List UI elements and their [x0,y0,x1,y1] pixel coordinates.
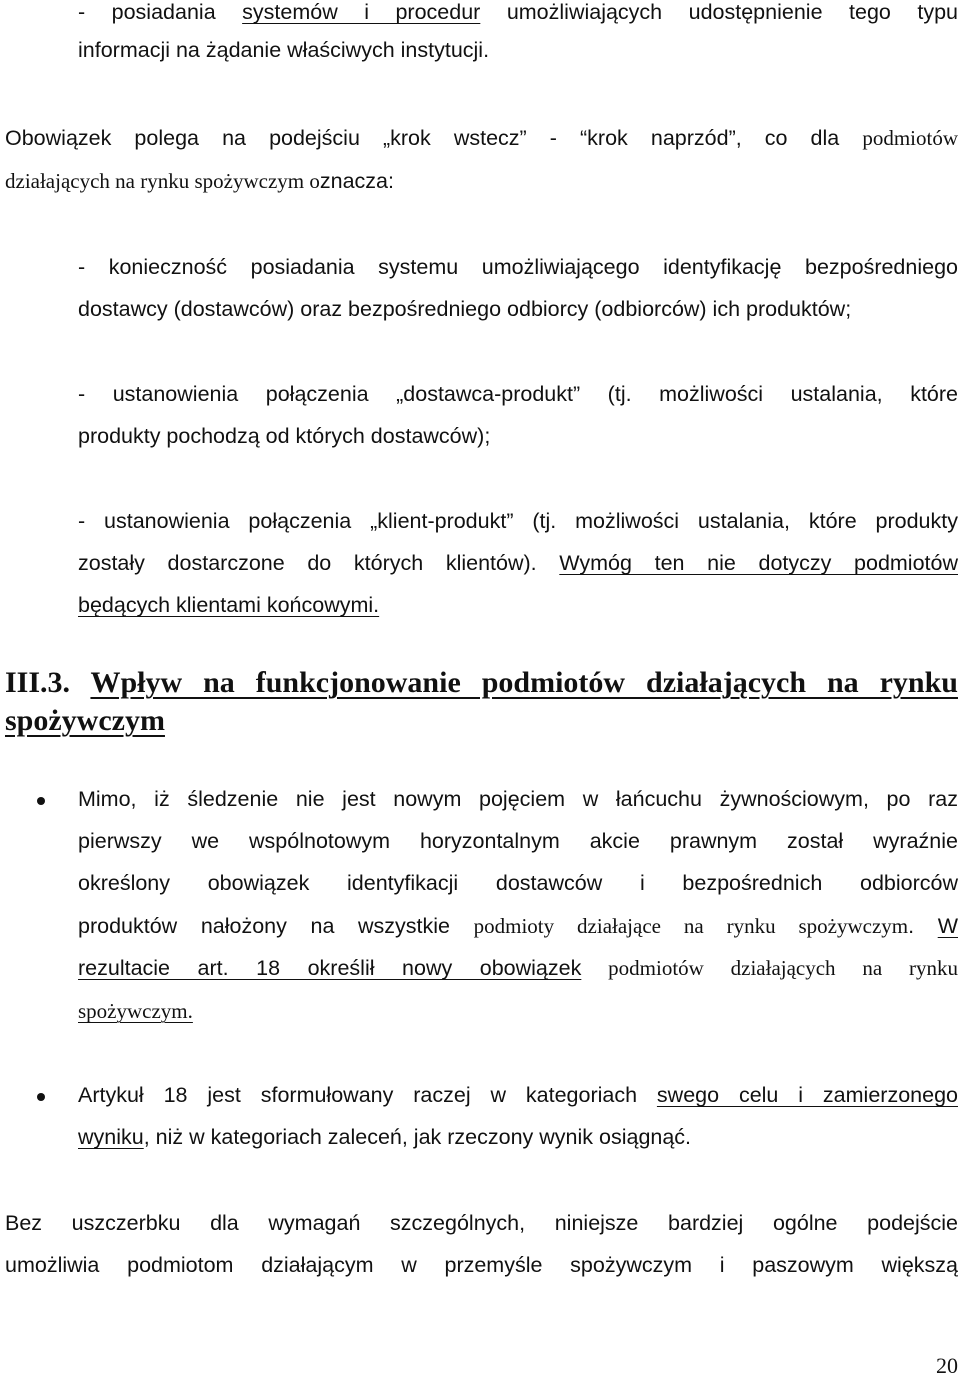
paragraph-line: informacji na żądanie właściwych instytucji. [78,38,490,62]
paragraph-line: Mimo, iż śledzenie nie jest nowym pojęciem w łańcuchu żywnościowym, po raz [78,787,958,811]
section-title: Wpływ na funkcjonowanie podmiotów działających na rynku [90,666,958,699]
paragraph-line: - ustanowienia połączenia „dostawca-produkt” (tj. możliwości ustalania, które [78,382,958,406]
text-run: zostały dostarczone do których klientów). [78,551,560,575]
paragraph-line: - ustanowienia połączenia „klient-produkt” (tj. możliwości ustalania, które produkty [78,509,958,533]
paragraph-line: dostawcy (dostawców) oraz bezpośredniego odbiorcy (odbiorców) ich produktów; [78,297,852,321]
section-number: III.3. [5,666,71,699]
underlined-text: spożywczym. [78,999,193,1023]
paragraph-line [5,167,394,198]
paragraph-line: pierwszy we wspólnotowym horyzontalnym akcie prawnym został wyraźnie [78,829,958,853]
bullet-icon [37,797,45,805]
text-run: , niż w kategoriach zaleceń, jak rzeczony wynik osiągnąć. [143,1125,692,1149]
text-run: . [908,914,938,938]
section-title: spożywczym [5,704,165,737]
text-run: podmioty działające na rynku spożywczym [473,914,909,938]
underlined-text: Wymóg ten nie dotyczy podmiotów [559,551,958,575]
text-run: umożliwiających udostępnienie tego typu [480,0,958,24]
paragraph-line [78,997,193,1025]
underlined-text: rezultacie art. 18 określił nowy obowiązek [78,956,582,980]
underlined-text: wyniku [78,1125,144,1149]
text-run: podmiotów [862,126,958,150]
paragraph-line [78,0,958,26]
text-run: Obowiązek polega na podejściu „krok wstecz” - “krok naprzód”, co dla [5,126,863,150]
text-run: znacza: [319,169,394,193]
paragraph-line: - konieczność posiadania systemu umożliwiającego identyfikację bezpośredniego [78,255,958,279]
text-run: produktów nałożony na wszystkie [78,914,474,938]
paragraph-line [78,1123,691,1151]
paragraph-line [78,1081,958,1109]
section-heading-continued [5,703,165,739]
paragraph-line [5,124,958,155]
paragraph-line [78,549,958,577]
text-run: Artykuł 18 jest sformułowany raczej w kategoriach [78,1083,657,1107]
text-run: - posiadania [78,0,243,24]
underlined-text: systemów i procedur [242,0,481,24]
section-heading [5,665,958,701]
text-run: podmiotów działających na rynku [581,956,958,980]
page-number: 20 [936,1353,958,1378]
paragraph-line: Bez uszczerbku dla wymagań szczególnych, niniejsze bardziej ogólne podejście [5,1211,958,1235]
paragraph-line [78,954,958,985]
paragraph-line [78,912,958,943]
bullet-icon [37,1093,45,1101]
paragraph-line: określony obowiązek identyfikacji dostawców i bezpośrednich odbiorców [78,871,958,895]
paragraph-line: umożliwia podmiotom działającym w przemyśle spożywczym i paszowym większą [5,1253,958,1277]
text-run: działających na rynku spożywczym o [5,169,320,193]
paragraph-line: produkty pochodzą od których dostawców); [78,424,491,448]
underlined-text: swego celu i zamierzonego [656,1083,958,1107]
underlined-text: W [937,914,958,938]
paragraph-line [78,591,379,619]
underlined-text: będących klientami końcowymi. [78,593,380,617]
